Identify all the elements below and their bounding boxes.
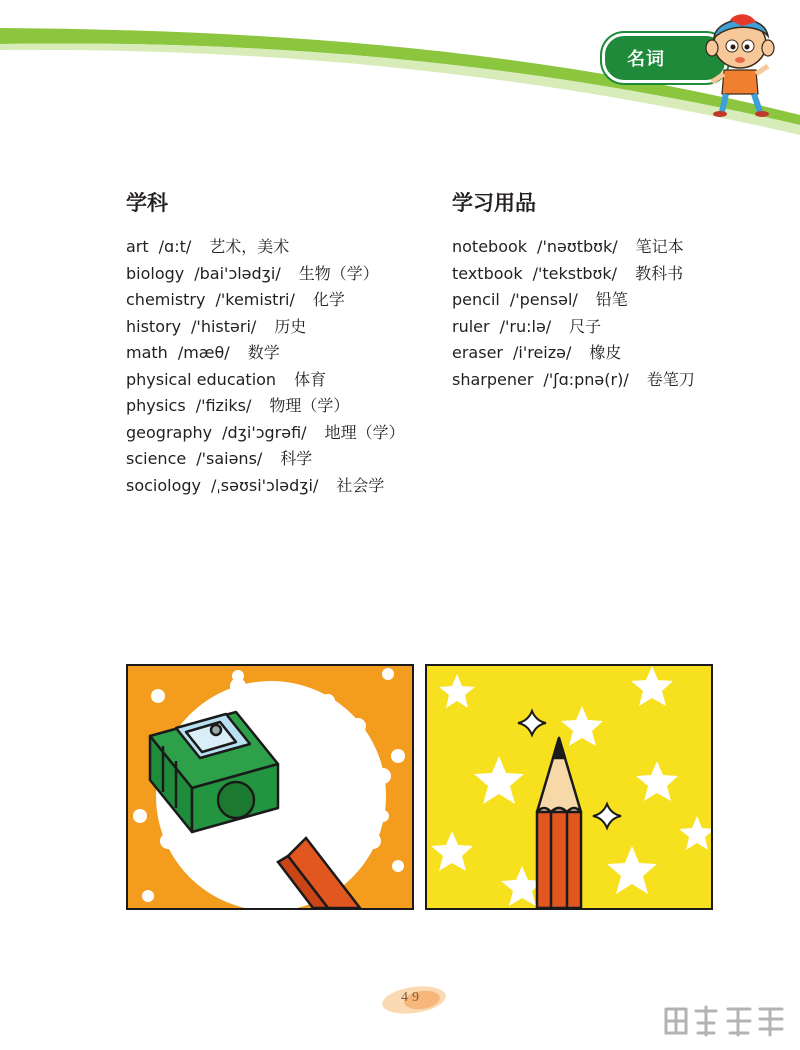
vocab-word: history: [126, 316, 182, 336]
vocab-meaning: 社会学: [336, 475, 385, 495]
vocab-word: biology: [126, 263, 185, 283]
vocab-word: sharpener: [452, 369, 534, 389]
vocab-meaning: 教科书: [635, 263, 684, 283]
vocab-meaning: 地理（学）: [324, 422, 405, 442]
vocab-row: [452, 314, 772, 341]
vocab-ipa: /i'reizə/: [512, 343, 572, 362]
vocab-word: math: [126, 343, 168, 362]
supplies-section: [452, 188, 772, 393]
mascot-boy-illustration: [690, 8, 790, 118]
subjects-title: 学科: [126, 191, 168, 215]
pencil-illustration-panel: [425, 664, 713, 910]
vocab-ipa: /dʒi'ɔgrəfi/: [222, 422, 307, 442]
vocab-row: [452, 287, 772, 314]
sharpener-illustration: [128, 666, 412, 908]
vocab-ipa: /'pensəl/: [509, 290, 578, 309]
vocab-meaning: 卷笔刀: [646, 369, 695, 389]
vocab-meaning: 橡皮: [589, 343, 622, 362]
vocab-row: [126, 314, 446, 341]
supplies-title: 学习用品: [452, 191, 536, 215]
vocab-word: pencil: [452, 290, 500, 309]
vocab-row: [126, 234, 446, 261]
supplies-list: [452, 234, 772, 393]
vocab-meaning: 历史: [274, 316, 307, 336]
vocab-ipa: /'ʃɑ:pnə(r)/: [543, 369, 629, 389]
sharpener-illustration-panel: [126, 664, 414, 910]
vocab-ipa: /ɑ:t/: [158, 237, 192, 256]
vocab-ipa: /mæθ/: [177, 343, 230, 362]
vocab-meaning: 笔记本: [635, 237, 684, 256]
vocab-ipa: /'histəri/: [191, 316, 257, 336]
subjects-section: [126, 188, 446, 499]
vocab-word: eraser: [452, 343, 503, 362]
vocab-word: notebook: [452, 237, 528, 256]
vocab-ipa: /'fiziks/: [195, 396, 252, 415]
tencent-comics-watermark: [660, 1003, 790, 1039]
vocab-meaning: 科学: [280, 449, 313, 468]
vocab-word: ruler: [452, 316, 490, 336]
vocab-meaning: 物理（学）: [269, 396, 350, 415]
vocab-meaning: 铅笔: [595, 290, 628, 309]
vocab-row: [126, 367, 446, 394]
vocab-row: [126, 473, 446, 500]
vocab-word: geography: [126, 422, 213, 442]
vocab-ipa: /'tekstbʊk/: [532, 263, 618, 283]
vocab-row: [126, 340, 446, 367]
vocab-word: physical education: [126, 369, 277, 389]
vocab-row: [126, 446, 446, 473]
vocab-word: textbook: [452, 263, 523, 283]
vocab-row: [126, 420, 446, 447]
vocab-row: [126, 393, 446, 420]
vocab-meaning: 生物（学）: [298, 263, 379, 283]
vocab-row: [452, 261, 772, 288]
vocab-meaning: 化学: [312, 290, 345, 309]
vocab-word: sociology: [126, 475, 202, 495]
vocab-ipa: /ˌsəʊsi'ɔlədʒi/: [211, 475, 319, 495]
vocab-word: physics: [126, 396, 186, 415]
vocab-meaning: 数学: [247, 343, 280, 362]
subjects-list: [126, 234, 446, 499]
vocab-row: [452, 367, 772, 394]
vocab-meaning: 艺术，美术: [209, 237, 290, 256]
pencil-illustration: [427, 666, 711, 908]
vocab-ipa: /'kemistri/: [215, 290, 295, 309]
vocab-row: [126, 287, 446, 314]
vocab-row: [452, 340, 772, 367]
page-number-badge: [372, 980, 452, 1020]
vocab-meaning: 尺子: [569, 316, 602, 336]
vocab-row: [452, 234, 772, 261]
vocab-ipa: /bai'ɔlədʒi/: [194, 263, 281, 283]
vocab-meaning: 体育: [294, 369, 327, 389]
vocab-word: science: [126, 449, 187, 468]
vocab-ipa: /'saiəns/: [196, 449, 263, 468]
page-number: 49: [401, 990, 423, 1005]
vocab-ipa: /'ru:lə/: [499, 316, 552, 336]
vocab-ipa: /'nəʊtbʊk/: [537, 237, 618, 256]
noun-tag-label: 名词: [627, 49, 665, 70]
vocab-word: chemistry: [126, 290, 206, 309]
vocab-word: art: [126, 237, 149, 256]
vocab-row: [126, 261, 446, 288]
